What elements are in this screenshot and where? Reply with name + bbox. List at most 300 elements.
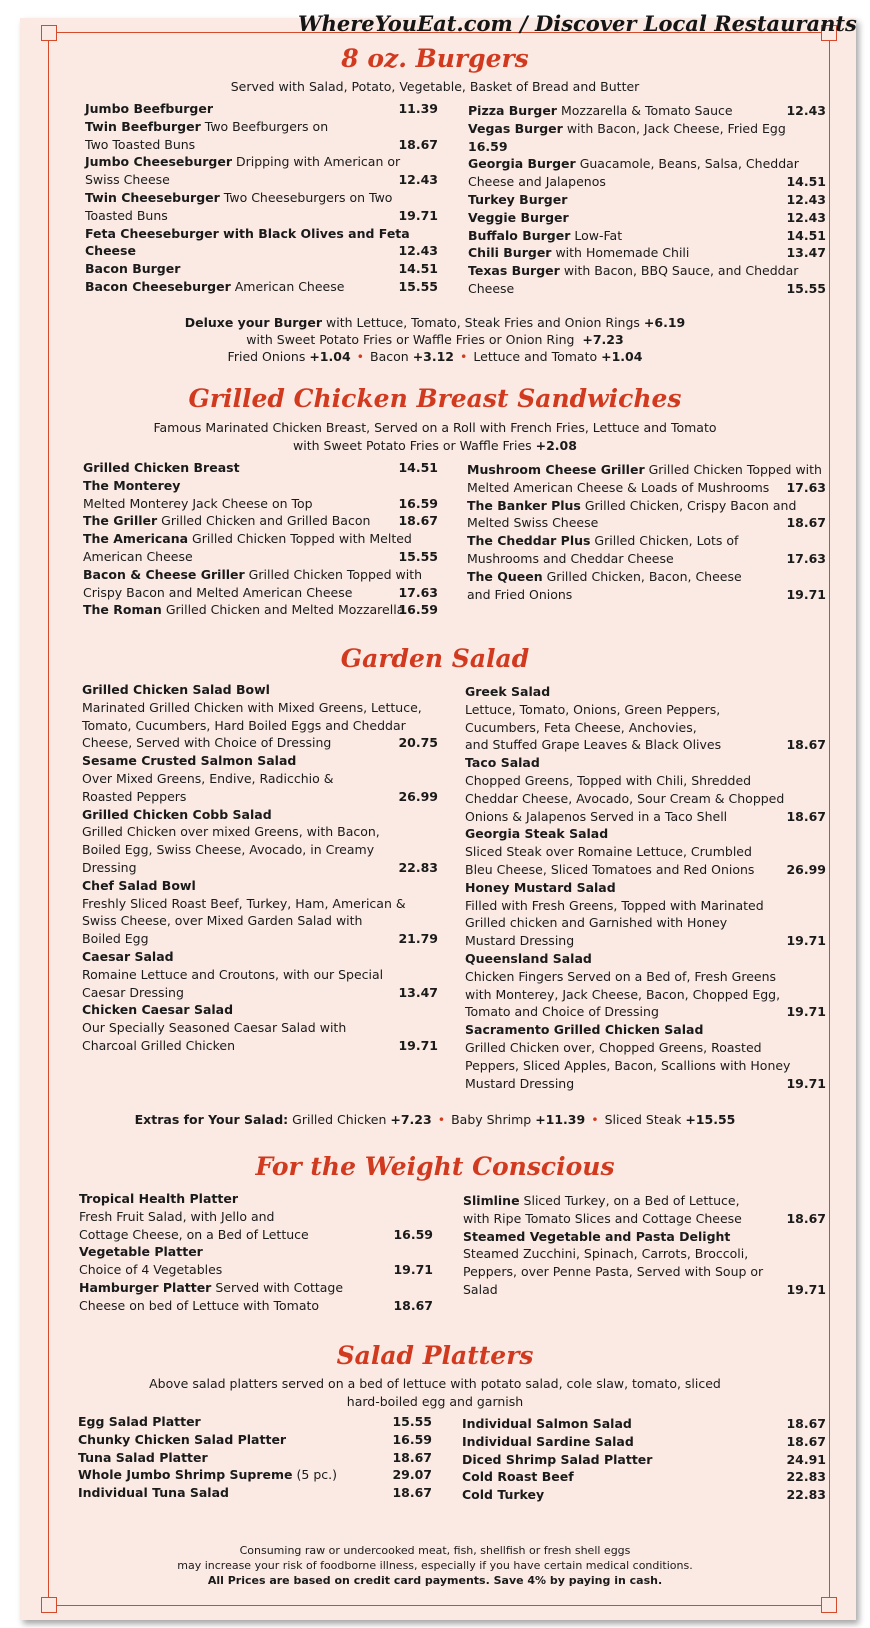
menu-item-desc-line: Cheese on bed of Lettuce with Tomato [79,1297,320,1313]
menu-item-desc: Guacamole, Beans, Salsa, Cheddar [579,156,799,172]
menu-item-line [85,242,438,260]
menu-item-line [85,225,438,243]
platters-subtitle-1: Above salad platters served on a bed of lettuce with potato salad, cole slaw, tomato, sliced [149,1376,721,1391]
section-title-weight: For the Weight Conscious [255,1152,615,1181]
menu-item-line [465,950,826,968]
platters-left-column [78,1413,432,1502]
menu-item-name: Bacon Burger [85,261,181,277]
menu-item [82,681,438,752]
weight-left-column [79,1190,433,1315]
menu-item-price: 18.67 [786,1433,826,1449]
chicken-subtitle-1: Famous Marinated Chicken Breast, Served on a Roll with French Fries, Lettuce and Tomato [153,420,717,435]
menu-item-desc-line: with Ripe Tomato Slices and Cottage Cheese [463,1210,742,1226]
menu-item-line [85,189,438,207]
menu-item-price: 18.67 [786,737,826,753]
menu-item-price: 14.51 [398,261,438,277]
menu-item-price: 12.43 [398,243,438,259]
menu-item-desc: with Bacon, BBQ Sauce, and Cheddar [563,263,799,279]
menu-item-desc: Grilled Chicken and Grilled Bacon [161,513,371,529]
menu-item [79,1190,433,1243]
menu-item [83,530,438,566]
addon-price: +1.04 [309,349,351,364]
menu-item-desc-line: Cheese, Served with Choice of Dressing [82,735,332,751]
menu-item-name: Diced Shrimp Salad Platter [462,1451,653,1467]
corner-ornament [41,25,57,41]
menu-item-name: Grilled Chicken Salad Bowl [82,682,270,697]
salad-right-column [465,683,826,1092]
menu-item-desc: Low-Fat [574,227,623,243]
menu-item [79,1243,433,1279]
menu-item-name: The Monterey [83,477,181,493]
menu-item-name: Tuna Salad Platter [78,1449,208,1465]
menu-item-name: Caesar Salad [82,948,174,964]
menu-item-desc-line: Roasted Peppers [82,788,187,804]
menu-item-line [85,118,438,136]
footer-warning-2: may increase your risk of foodborne illness, especially if you have certain medical conditions. [177,1559,693,1572]
menu-item [465,825,826,878]
menu-item-desc-line: Steamed Zucchini, Spinach, Carrots, Broccoli, [463,1246,749,1262]
section-title-burgers: 8 oz. Burgers [341,44,529,73]
menu-item [85,100,438,118]
menu-item [83,459,438,477]
menu-item-price: 16.59 [398,602,438,618]
menu-item-price: 18.67 [392,1485,432,1501]
menu-item-desc-line: with Monterey, Jack Cheese, Bacon, Chopped Egg, [465,986,781,1002]
menu-item-desc-line: Tomato, Cucumbers, Hard Boiled Eggs and Cheddar [82,717,406,733]
menu-item [82,806,438,877]
menu-item-price: 13.47 [786,245,826,261]
menu-item [82,877,438,948]
menu-item [465,1021,826,1092]
menu-item-line [83,477,438,495]
menu-item-price: 14.51 [786,227,826,243]
menu-item-price: 14.51 [786,174,826,190]
menu-item-name: Pizza Burger [468,103,557,118]
menu-item-line [82,681,438,699]
menu-item-desc-line: Mustard Dressing [465,1075,575,1091]
menu-item-line [78,1413,432,1431]
menu-item-price: 15.55 [398,548,438,564]
menu-item-line [465,825,826,843]
menu-item-line [78,1484,432,1502]
menu-item [85,153,438,189]
menu-item-price: 18.67 [786,808,826,824]
menu-item-line [83,548,438,566]
menu-item-line [467,514,826,532]
menu-item-line [462,1415,826,1433]
menu-item-line [83,584,438,602]
menu-item-line [78,1466,432,1484]
menu-item-line [83,566,438,584]
chicken-subtitle-2-text: with Sweet Potato Fries or Waffle Fries [293,438,532,453]
menu-item-price: 22.83 [398,859,438,875]
menu-item-name: Turkey Burger [468,191,568,207]
menu-item-name: Twin Cheeseburger [85,189,220,205]
menu-item-desc-cont: Cheese and Jalapenos [468,174,606,190]
menu-item-line [85,260,438,278]
section-title-chicken: Grilled Chicken Breast Sandwiches [188,384,682,413]
salad-left-column [82,681,438,1055]
menu-item-desc: with Bacon, Jack Cheese, Fried Egg [566,120,786,136]
chicken-subtitle-2-price: +2.08 [535,438,577,453]
menu-item [465,683,826,754]
menu-item-price: 18.67 [786,1210,826,1226]
menu-item-desc: Grilled Chicken, Bacon, Cheese [546,568,742,584]
menu-item-price: 16.59 [392,1431,432,1447]
menu-item-line [83,601,438,619]
menu-item-name: Greek Salad [465,684,551,699]
menu-item [82,1001,438,1054]
menu-item-desc-line: Grilled Chicken over mixed Greens, with Bacon, [82,824,380,840]
menu-item-name: Grilled Chicken Cobb Salad [82,806,272,822]
menu-item-price: 18.67 [398,136,438,152]
menu-item-name: Vegas Burger [468,120,563,136]
menu-item-line [82,806,438,824]
menu-item-line [85,153,438,171]
menu-item [462,1486,826,1504]
menu-item-name: Bacon & Cheese Griller [83,566,245,582]
menu-item [465,754,826,825]
menu-item-line [463,1228,826,1246]
menu-item-desc-cont: American Cheese [83,548,193,564]
menu-item-name: Individual Tuna Salad [78,1485,229,1501]
menu-item-price: 15.55 [392,1414,432,1429]
menu-item-line [83,512,438,530]
menu-item-desc-cont: Melted Swiss Cheese [467,515,599,531]
menu-item-name: The Americana [83,531,189,547]
menu-item [78,1431,432,1449]
menu-item-desc-line: Filled with Fresh Greens, Topped with Marinated [465,897,764,913]
menu-item [85,118,438,154]
menu-item [78,1466,432,1484]
menu-item-desc-line: Caesar Dressing [82,984,184,1000]
menu-item [463,1228,826,1299]
deluxe-price-2: +7.23 [582,332,624,347]
menu-item [78,1484,432,1502]
menu-item-price: 19.71 [398,1037,438,1053]
menu-item-desc-line: Our Specially Seasoned Caesar Salad with [82,1020,347,1036]
menu-item-name: The Griller [83,513,158,529]
section-title-salad: Garden Salad [340,644,530,673]
separator-dot: • [437,1112,446,1127]
menu-item-price: 18.67 [786,1416,826,1431]
menu-item [468,155,826,191]
menu-item-desc: Grilled Chicken Topped with Melted [192,531,412,547]
menu-item-desc: American Cheese [234,278,345,294]
menu-item-line [468,191,826,209]
extra-price: +7.23 [390,1112,432,1127]
menu-item-line [468,227,826,245]
menu-item-price: 15.55 [786,280,826,296]
menu-item-desc-line: Boiled Egg [82,931,149,947]
menu-item-line [82,752,438,770]
menu-item-desc-line: Over Mixed Greens, Endive, Radicchio & [82,770,334,786]
menu-item-name: Grilled Chicken Breast [83,460,240,475]
chicken-right-column [467,461,826,603]
deluxe-line-2 [0,331,870,349]
menu-item-desc-cont: Melted Monterey Jack Cheese on Top [83,495,313,511]
menu-item-price: 22.83 [786,1487,826,1503]
burgers-right-column [468,102,826,298]
menu-item-line [467,479,826,497]
menu-item-price: 16.59 [393,1226,433,1242]
menu-item-desc: Grilled Chicken Topped with [248,566,423,582]
menu-item [468,209,826,227]
chicken-left-column [83,459,438,619]
menu-item-desc-cont: Cheese [468,280,515,296]
deluxe-price: +6.19 [643,315,686,330]
menu-item-name: Chili Burger [468,245,552,261]
menu-item-price: 18.67 [786,515,826,531]
menu-item-name: Queensland Salad [465,950,592,966]
menu-item-name: Texas Burger [468,263,560,279]
menu-item-desc-line: Fresh Fruit Salad, with Jello and [79,1208,275,1224]
menu-item-price: 12.43 [786,209,826,225]
menu-item-line [85,171,438,189]
menu-item-desc-line: Chicken Fingers Served on a Bed of, Fresh Greens [465,968,777,984]
deluxe-desc-2: with Sweet Potato Fries or Waffle Fries or Onion Ring [246,332,575,347]
menu-item [462,1415,826,1433]
menu-item [468,227,826,245]
menu-item-desc: Grilled Chicken and Melted Mozzarella [165,602,405,618]
menu-item-price: 21.79 [398,931,438,947]
menu-item-desc-line: and Stuffed Grape Leaves & Black Olives [465,737,722,753]
menu-item-name: Sesame Crusted Salmon Salad [82,753,297,769]
menu-item-line [467,568,826,586]
menu-item-name: The Banker Plus [467,497,581,513]
deluxe-label: Deluxe your Burger [184,315,323,330]
menu-item [467,532,826,568]
menu-item-desc-line: Freshly Sliced Roast Beef, Turkey, Ham, American & [82,895,406,911]
menu-item-price: 19.71 [786,1075,826,1091]
menu-item-name: Steamed Vegetable and Pasta Delight [463,1228,731,1244]
menu-item-name: Hamburger Platter [79,1279,212,1295]
section-title-platters: Salad Platters [336,1341,534,1370]
menu-item-desc-line: Lettuce, Tomato, Onions, Green Peppers, [465,701,721,717]
menu-item [85,278,438,296]
menu-item-name: Veggie Burger [468,209,569,225]
menu-item-desc: Grilled Chicken, Lots of [594,533,739,549]
menu-item [82,948,438,1001]
menu-item-desc-line: Bleu Cheese, Sliced Tomatoes and Red Onions [465,861,755,877]
menu-item-line [468,209,826,227]
site-watermark: WhereYouEat.com / Discover Local Restaurants [298,11,857,36]
menu-item-name: The Queen [467,568,543,584]
menu-item-desc: Grilled Chicken, Crispy Bacon and [584,497,797,513]
menu-item-line [83,530,438,548]
menu-item-desc-line: Cucumbers, Feta Cheese, Anchovies, [465,719,697,735]
menu-item-line [85,278,438,296]
menu-item-price: 19.71 [786,1281,826,1297]
menu-item-price: 13.47 [398,984,438,1000]
menu-item-line [85,207,438,225]
menu-item-line [462,1433,826,1451]
menu-item-price: 19.71 [393,1262,433,1278]
menu-item-desc: Two Beefburgers on [204,118,329,134]
burgers-subtitle: Served with Salad, Potato, Vegetable, Basket of Bread and Butter [230,79,640,94]
menu-item [467,497,826,533]
footer-cash-note: All Prices are based on credit card payments. Save 4% by paying in cash. [207,1574,663,1587]
menu-item-desc-line: Romaine Lettuce and Croutons, with our Special [82,966,384,982]
menu-item [468,102,826,120]
menu-item-line [463,1192,826,1210]
menu-item-desc-line: Peppers, Sliced Apples, Bacon, Scallions with Honey [465,1057,791,1073]
menu-item-price: 18.67 [392,1449,432,1465]
menu-item-desc: Mozzarella & Tomato Sauce [560,103,733,118]
menu-item-desc-line: Cheddar Cheese, Avocado, Sour Cream & Chopped [465,790,785,806]
addon-price: +3.12 [412,349,455,364]
menu-item-desc-cont: Toasted Buns [85,207,168,223]
weight-right-column [463,1192,826,1299]
menu-item-price: 26.99 [398,788,438,804]
menu-item-desc-line: Grilled chicken and Garnished with Honey [465,915,728,931]
menu-item-price: 12.43 [786,191,826,207]
menu-item-price: 20.75 [398,735,438,751]
menu-item-line [462,1486,826,1504]
menu-item [462,1433,826,1451]
menu-item-desc-cont: Mushrooms and Cheddar Cheese [467,550,674,566]
menu-item-price: 16.59 [398,495,438,511]
addon-name: Bacon [370,349,413,364]
menu-item [468,191,826,209]
menu-item [468,120,826,156]
extra-name: Grilled Chicken [292,1112,391,1127]
menu-item [468,244,826,262]
menu-item-price: 24.91 [786,1451,826,1467]
menu-item-desc-cont: Swiss Cheese [85,172,170,188]
menu-item-name: Twin Beefburger [85,118,201,134]
menu-item-price: 18.67 [393,1297,433,1313]
menu-item-desc-line: Cottage Cheese, on a Bed of Lettuce [79,1226,309,1242]
separator-dot: • [591,1112,599,1127]
menu-item-line [79,1190,433,1208]
extra-price: +15.55 [685,1112,736,1127]
menu-item-name: Whole Jumbo Shrimp Supreme [78,1467,293,1483]
menu-item-name: Slimline [463,1193,520,1208]
menu-item [83,601,438,619]
menu-item-desc-line: Grilled Chicken over, Chopped Greens, Roasted [465,1039,762,1055]
footer-warning-1: Consuming raw or undercooked meat, fish, shellfish or fresh shell eggs [239,1544,631,1557]
menu-item-name: Taco Salad [465,755,540,771]
menu-item-desc: with Homemade Chili [555,245,690,261]
menu-item-desc-line: Sliced Steak over Romaine Lettuce, Crumbled [465,844,752,860]
menu-item-note: (5 pc.) [296,1467,337,1483]
menu-item-line [79,1279,433,1297]
menu-item-name: Chicken Caesar Salad [82,1002,234,1018]
menu-item-desc: Two Cheeseburgers on Two [223,189,393,205]
menu-item [465,950,826,1021]
menu-item-name: Buffalo Burger [468,227,571,243]
menu-item-line [78,1431,432,1449]
menu-item [462,1468,826,1486]
deluxe-line-1 [0,314,870,332]
menu-item-line [467,586,826,604]
corner-ornament [41,1597,57,1613]
menu-item-price: 17.63 [398,584,438,600]
menu-item-name-cont: Cheese [85,243,136,259]
menu-item-name: Vegetable Platter [79,1244,203,1260]
menu-item-name: Cold Roast Beef [462,1469,574,1485]
menu-item-price: 14.51 [398,460,438,475]
menu-item-desc: Served with Cottage [215,1279,344,1295]
menu-item-line [78,1449,432,1467]
menu-item-line [82,877,438,895]
extras-label: Extras for Your Salad: [134,1112,289,1127]
platters-right-column [462,1415,826,1504]
menu-item-name: Tropical Health Platter [79,1191,238,1206]
menu-item-name: Feta Cheeseburger with Black Olives and Feta [85,225,410,241]
menu-item-price: 18.67 [398,513,438,529]
salad-extras [0,1111,870,1129]
menu-item-name: The Roman [83,602,162,618]
menu-item-desc-line: Onions & Jalapenos Served in a Taco Shell [465,808,728,824]
menu-item-line [468,120,826,138]
menu-item-name: Bacon Cheeseburger [85,278,231,294]
separator-dot: • [356,349,365,364]
menu-item-desc-line: Swiss Cheese, over Mixed Garden Salad with [82,913,363,929]
menu-item [79,1279,433,1315]
addon-name: Lettuce and Tomato [473,349,602,364]
menu-item-desc-line: Tomato and Choice of Dressing [465,1004,659,1020]
menu-item-desc-cont: Crispy Bacon and Melted American Cheese [83,584,353,600]
menu-item [83,477,438,513]
menu-item-line [462,1468,826,1486]
menu-item-line [83,459,438,477]
menu-item-name: Chef Salad Bowl [82,877,196,893]
menu-item-line [468,262,826,280]
menu-item-line [465,1021,826,1039]
menu-item [468,262,826,298]
extra-name: Baby Shrimp [451,1112,536,1127]
menu-item-desc-line: Choice of 4 Vegetables [79,1262,223,1278]
menu-item-desc-line: Dressing [82,859,137,875]
menu-item-name: Individual Salmon Salad [462,1416,632,1431]
separator-dot: • [460,349,468,364]
menu-item [83,512,438,530]
menu-item-price: 19.71 [786,933,826,949]
menu-item-desc-line: Mustard Dressing [465,933,575,949]
menu-item-line [465,879,826,897]
chicken-subtitle-2 [0,437,870,455]
menu-item-name: Chunky Chicken Salad Platter [78,1431,287,1447]
menu-item-price: 22.83 [786,1469,826,1485]
menu-item-price: 12.43 [786,103,826,118]
menu-item [463,1192,826,1228]
menu-item-desc-line: Chopped Greens, Topped with Chili, Shredded [465,772,752,788]
menu-item-line [467,497,826,515]
menu-item-price: 19.71 [786,1004,826,1020]
deluxe-desc: with Lettuce, Tomato, Steak Fries and Onion Rings [326,315,640,330]
menu-item-price: 29.07 [392,1467,432,1483]
menu-item-desc: Dripping with American or [236,154,401,170]
menu-item-line [82,948,438,966]
menu-item-line [83,495,438,513]
menu-item [83,566,438,602]
menu-item [82,752,438,805]
menu-item-name: Georgia Burger [468,156,576,172]
extra-name: Sliced Steak [604,1112,686,1127]
menu-item-name: The Cheddar Plus [467,533,591,549]
menu-item-line [467,461,826,479]
menu-item [78,1449,432,1467]
menu-item-desc-line: Boiled Egg, Swiss Cheese, Avocado, in Creamy [82,842,375,858]
menu-item-price: 16.59 [468,138,508,154]
menu-item-desc: Grilled Chicken Topped with [648,462,822,477]
menu-item-line [467,532,826,550]
menu-item-line [85,100,438,118]
menu-item [78,1413,432,1431]
menu-item-desc-line: Charcoal Grilled Chicken [82,1037,236,1053]
